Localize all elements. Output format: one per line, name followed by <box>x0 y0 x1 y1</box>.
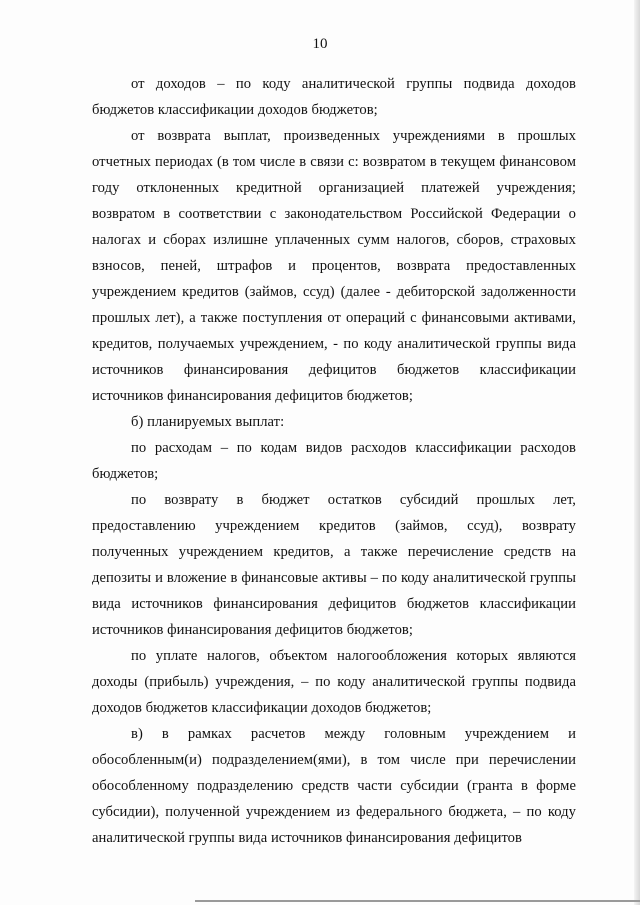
paragraph-settlements-branches: в) в рамках расчетов между головным учреждением и обособленным(и) подразделением(ями), в том числе при перечислении обособленному подразделению средств части субсидии (гранта в форме субсидии), полученной учреждением из федерального бюджета, – по коду аналитической группы вида источников финансирования дефицитов <box>92 726 576 846</box>
paragraph-expense-codes: по расходам – по кодам видов расходов классификации расходов бюджетов; <box>92 440 576 482</box>
paragraph-tax-payments: по уплате налогов, объектом налогообложения которых являются доходы (прибыль) учреждения, – по коду аналитической группы подвида доходов бюджетов классификации доходов бюджетов; <box>92 648 576 716</box>
document-body <box>92 71 576 851</box>
page-edge-shadow <box>634 0 640 905</box>
scan-bottom-line <box>195 900 640 902</box>
page-number: 10 <box>312 36 328 52</box>
paragraph-subsidy-returns: по возврату в бюджет остатков субсидий прошлых лет, предоставлению учреждением кредитов (займов, ссуд), возврату полученных учреждением кредитов, а также перечисление средств на депозиты и вложение в финансовые активы – по коду аналитической группы вида источников финансирования дефицитов бюджетов классификации источников финансирования дефицитов бюджетов; <box>92 492 576 638</box>
paragraph-income-codes: от доходов – по коду аналитической группы подвида доходов бюджетов классификации доходов бюджетов; <box>92 76 576 118</box>
paragraph-planned-payments-heading: б) планируемых выплат: <box>131 414 285 430</box>
paragraph-refund-payments: от возврата выплат, произведенных учреждениями в прошлых отчетных периодах (в том числе в связи с: возвратом в текущем финансовом году отклоненных кредитной организацией платежей учреждения; возвратом в соответствии с законодательством Российской Федерации о налогах и сборах излишне уплаченных сумм налогов, сборов, страховых взносов, пеней, штрафов и процентов, возврата предоставленных учреждением кредитов (займов, ссуд) (далее - дебиторской задолженности прошлых лет), а также поступления от операций с финансовыми активами, кредитов, получаемых учреждением, - по коду аналитической группы вида источников финансирования дефицитов бюджетов классификации источников финансирования дефицитов бюджетов; <box>92 128 576 404</box>
